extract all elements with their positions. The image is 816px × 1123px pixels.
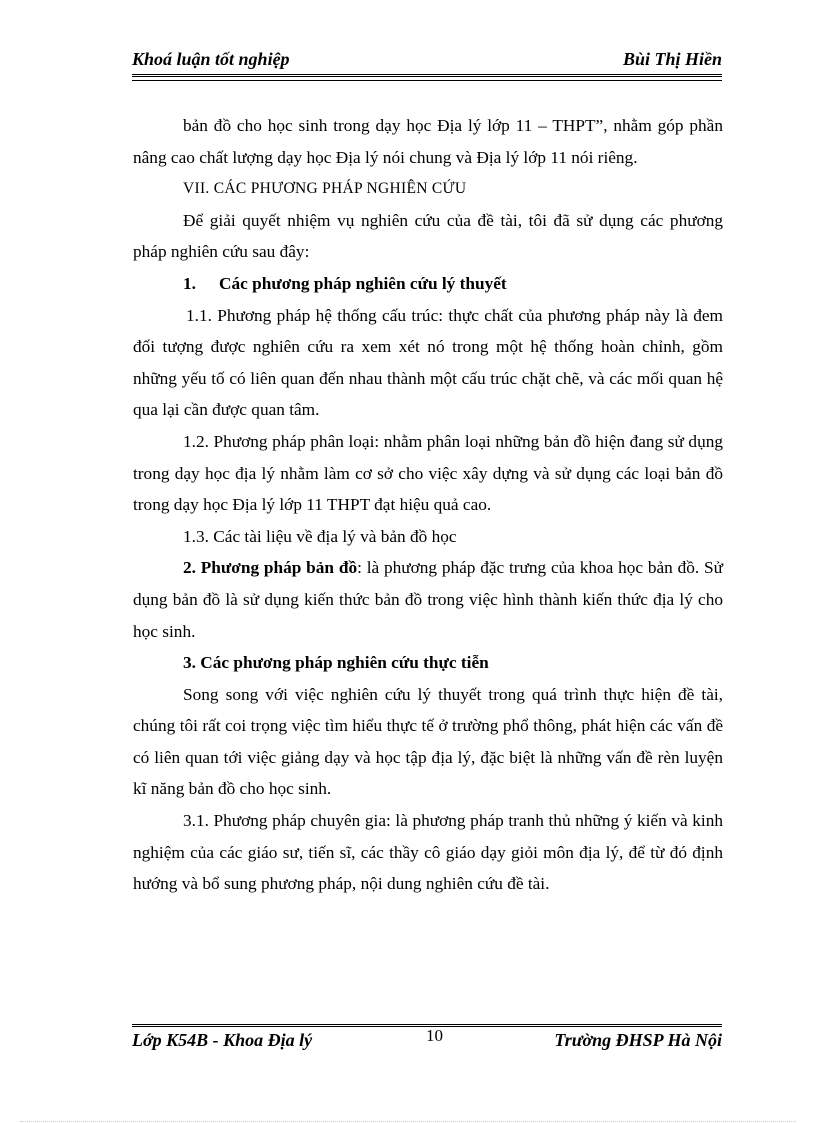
paragraph-documents: 1.3. Các tài liệu về địa lý và bản đồ học <box>183 526 457 546</box>
page-edge-divider <box>20 1121 796 1122</box>
paragraph-intro-continuation: bản đồ cho học sinh trong dạy học Địa lý lớp 11 – THPT”, nhằm góp phần nâng cao chất lượng dạy học Địa lý nói chung và Địa lý lớp 11 nói riêng. <box>133 116 723 167</box>
footer-university: Trường ĐHSP Hà Nội <box>554 1030 722 1050</box>
page-header <box>132 49 722 73</box>
heading-theory-methods <box>133 268 723 300</box>
page-number: 10 <box>426 1026 443 1045</box>
heading-practical-methods: 3. Các phương pháp nghiên cứu thực tiễn <box>183 653 489 673</box>
header-rule <box>132 74 722 81</box>
paragraph-practical-research: Song song với việc nghiên cứu lý thuyết trong quá trình thực hiện đề tài, chúng tôi rất coi trọng việc tìm hiểu thực tế ở trường phổ thông, phát hiện các vấn đề có liên quan tới việc giảng dạy và học tập địa lý, đặc biệt là những vấn đề rèn luyện kĩ năng bản đồ cho học sinh. <box>133 684 723 799</box>
heading-text: Các phương pháp nghiên cứu lý thuyết <box>219 273 507 293</box>
paragraph-system-structure-method: 1.1. Phương pháp hệ thống cấu trúc: thực chất của phương pháp này là đem đối tượng được nghiên cứu ra xem xét nó trong một hệ thống hoàn chỉnh, gồm những yếu tố có liên quan đến nhau thành một cấu trúc chặt chẽ, và các mối quan hệ qua lại cần được quan tâm. <box>133 305 723 420</box>
header-author-name: Bùi Thị Hiền <box>622 49 722 69</box>
paragraph-classification-method: 1.2. Phương pháp phân loại: nhằm phân loại những bản đồ hiện đang sử dụng trong dạy học địa lý nhằm làm cơ sở cho việc xây dựng và sử dụng các loại bản đồ trong dạy học Địa lý lớp 11 THPT đạt hiệu quả cao. <box>133 431 723 515</box>
section-title: VII. CÁC PHƯƠNG PHÁP NGHIÊN CỨU <box>183 180 467 198</box>
header-thesis-title: Khoá luận tốt nghiệp <box>132 49 290 69</box>
paragraph-map-method <box>133 552 723 647</box>
paragraph-expert-method: 3.1. Phương pháp chuyên gia: là phương pháp tranh thủ những ý kiến và kinh nghiệm của các giáo sư, tiến sĩ, các thầy cô giáo dạy giỏi môn địa lý, để từ đó định hướng và bổ sung phương pháp, nội dung nghiên cứu đề tài. <box>133 811 723 894</box>
paragraph-methods-intro: Để giải quyết nhiệm vụ nghiên cứu của đề tài, tôi đã sử dụng các phương pháp nghiên cứu sau đây: <box>133 210 723 262</box>
footer-class-department: Lớp K54B - Khoa Địa lý <box>132 1030 313 1050</box>
page-body <box>133 110 723 900</box>
page-footer <box>132 1026 722 1056</box>
map-method-description: : là phương pháp đặc trưng của khoa học bản đồ. Sử dụng bản đồ là sử dụng kiến thức bản đồ trong việc hình thành kiến thức địa lý cho học sinh. <box>133 558 723 641</box>
map-method-label: 2. Phương pháp bản đồ <box>183 558 358 578</box>
heading-number: 1. <box>183 273 196 293</box>
